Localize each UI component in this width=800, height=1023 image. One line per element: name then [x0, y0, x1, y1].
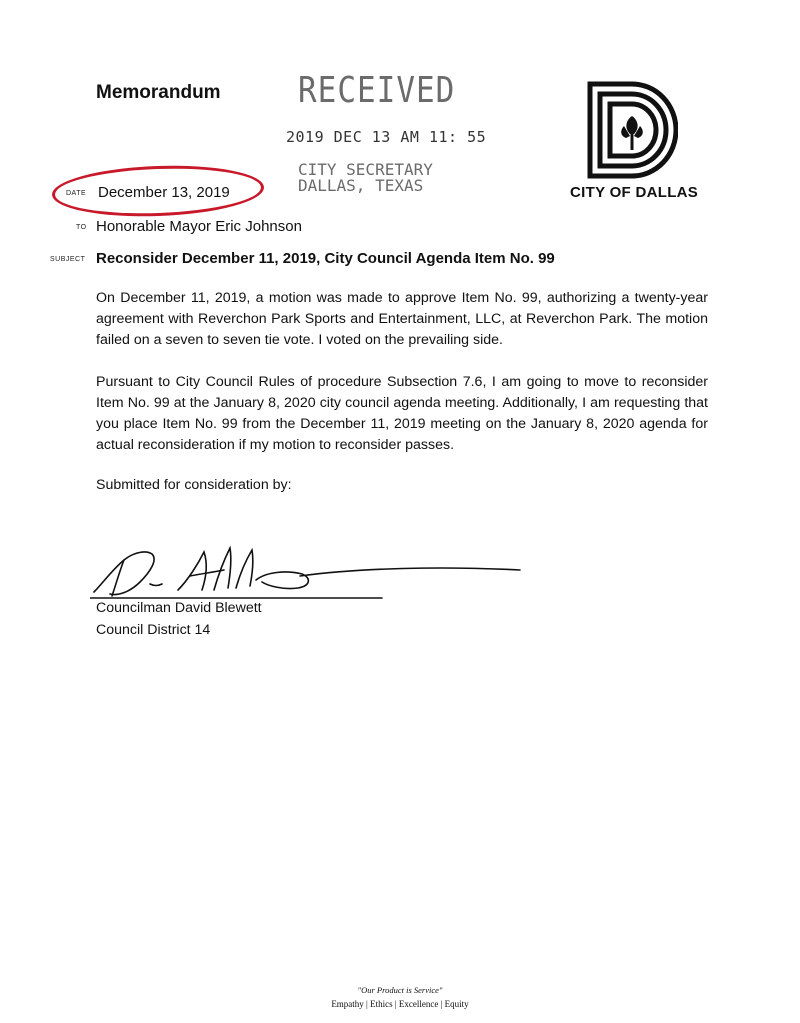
date-value: December 13, 2019: [98, 184, 230, 201]
city-of-dallas-logo-icon: [586, 80, 678, 180]
subject-value: Reconsider December 11, 2019, City Council Agenda Item No. 99: [96, 250, 555, 267]
received-stamp: RECEIVED: [298, 70, 456, 112]
received-stamp-office: CITY SECRETARY: [298, 160, 433, 179]
received-stamp-location: DALLAS, TEXAS: [298, 176, 424, 195]
to-label: TO: [76, 224, 87, 231]
signer-name: Councilman David Blewett: [96, 600, 262, 616]
footer-values: Empathy | Ethics | Excellence | Equity: [331, 999, 469, 1009]
signer-district: Council District 14: [96, 622, 211, 638]
body-paragraph: On December 11, 2019, a motion was made to approve Item No. 99, authorizing a twenty-year agreement with Reverchon Park Sports and Entertainment, LLC, at Reverchon Park. The motion failed on a seven to seven tie vote. I voted on the prevailing side.: [96, 290, 708, 348]
city-of-dallas-name: CITY OF DALLAS: [570, 184, 699, 201]
to-value: Honorable Mayor Eric Johnson: [96, 218, 302, 235]
memo-title: Memorandum: [96, 82, 221, 103]
received-stamp-datetime: 2019 DEC 13 AM 11: 55: [286, 128, 487, 146]
date-label: DATE: [66, 190, 87, 197]
body-paragraph: Pursuant to City Council Rules of procedure Subsection 7.6, I am going to move to reconsider Item No. 99 at the January 8, 2020 city council agenda meeting. Additionally, I am requesting that you place Item No. 99 from the December 11, 2019 meeting on the January 8, 2020 agenda for actual reconsideration if my motion to reconsider passes.: [96, 374, 708, 453]
submitted-by-line: Submitted for consideration by:: [96, 477, 292, 493]
subject-label: SUBJECT: [50, 256, 86, 263]
footer-motto: "Our Product is Service": [357, 985, 443, 995]
